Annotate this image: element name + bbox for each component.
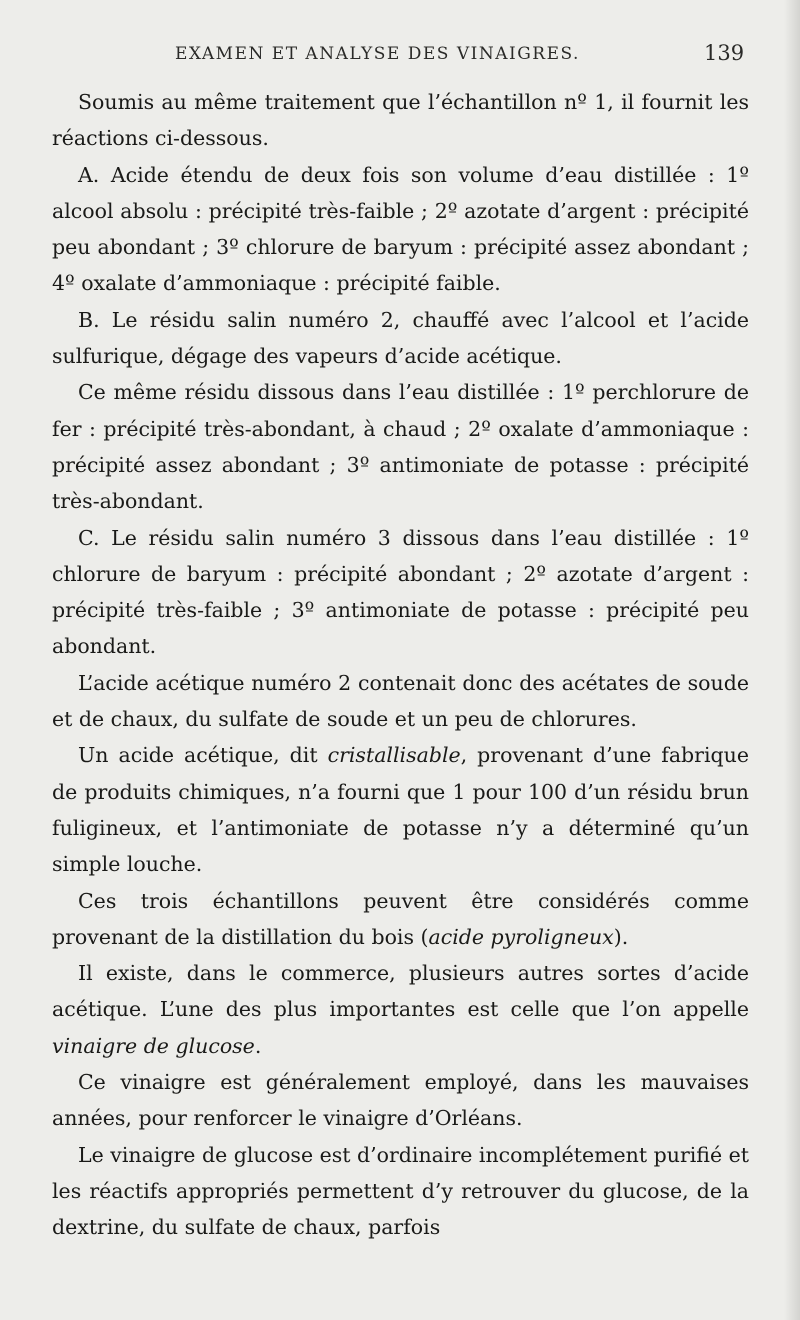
italic-term: cristallisable: [327, 743, 461, 768]
body-text: [52, 84, 749, 1246]
paragraph: Soumis au même traitement que l’échantillon nº 1, il fournit les réactions ci-dessous.: [52, 90, 749, 151]
italic-term: acide pyroligneux: [428, 924, 614, 949]
paragraph-text: Un acide acétique, dit: [78, 743, 328, 768]
paragraph-text: ).: [613, 924, 629, 949]
paragraph: Le vinaigre de glucose est d’ordinaire incomplétement purifié et les réactifs appropriés permettent d’y retrouver du glucose, de la dextrine, du sulfate de chaux, parfois: [52, 1142, 749, 1240]
paragraph: [52, 955, 749, 1064]
paragraph-text: .: [254, 1033, 262, 1058]
paragraph-text: , provenant d’une fabrique de produits chimiques, n’a fourni que 1 pour 100 d’un résidu brun fuligineux, et l’antimoniate de potasse n’y a déterminé qu’un simple louche.: [52, 743, 749, 877]
paragraph: A. Acide étendu de deux fois son volume d’eau distillée : 1º alcool absolu : précipité très-faible ; 2º azotate d’argent : précipité peu abondant ; 3º chlorure de baryum : précipité assez abondant ; 4º oxalate d’ammoniaque : précipité faible.: [52, 162, 749, 296]
paragraph: [52, 737, 749, 882]
paragraph: C. Le résidu salin numéro 3 dissous dans l’eau distillée : 1º chlorure de baryum : précipité abondant ; 2º azotate d’argent : précipité très-faible ; 3º antimoniate de potasse : précipité peu abondant.: [52, 525, 749, 659]
paragraph: B. Le résidu salin numéro 2, chauffé avec l’alcool et l’acide sulfurique, dégage des vapeurs d’acide acétique.: [52, 307, 749, 369]
paragraph: [52, 883, 749, 956]
page-number: 139: [704, 41, 745, 65]
italic-term: vinaigre de glucose: [52, 1033, 255, 1058]
paragraph: Ce même résidu dissous dans l’eau distillée : 1º perchlorure de fer : précipité très-abondant, à chaud ; 2º oxalate d’ammoniaque : précipité assez abondant ; 3º antimoniate de potasse : précipité très-abondant.: [52, 380, 749, 514]
paragraph: L’acide acétique numéro 2 contenait donc des acétates de soude et de chaux, du sulfate de soude et un peu de chlorures.: [52, 670, 749, 732]
running-title: EXAMEN ET ANALYSE DES VINAIGRES.: [175, 44, 580, 64]
paragraph-text: Ces trois échantillons peuvent être considérés comme provenant de la distillation du bois (: [52, 888, 749, 949]
paragraph-text: Il existe, dans le commerce, plusieurs autres sortes d’acide acétique. L’une des plus importantes est celle que l’on appelle: [52, 961, 749, 1022]
paragraph: Ce vinaigre est généralement employé, dans les mauvaises années, pour renforcer le vinaigre d’Orléans.: [52, 1070, 749, 1131]
page-header: [0, 41, 800, 74]
page-edge-shadow: [784, 0, 800, 1320]
